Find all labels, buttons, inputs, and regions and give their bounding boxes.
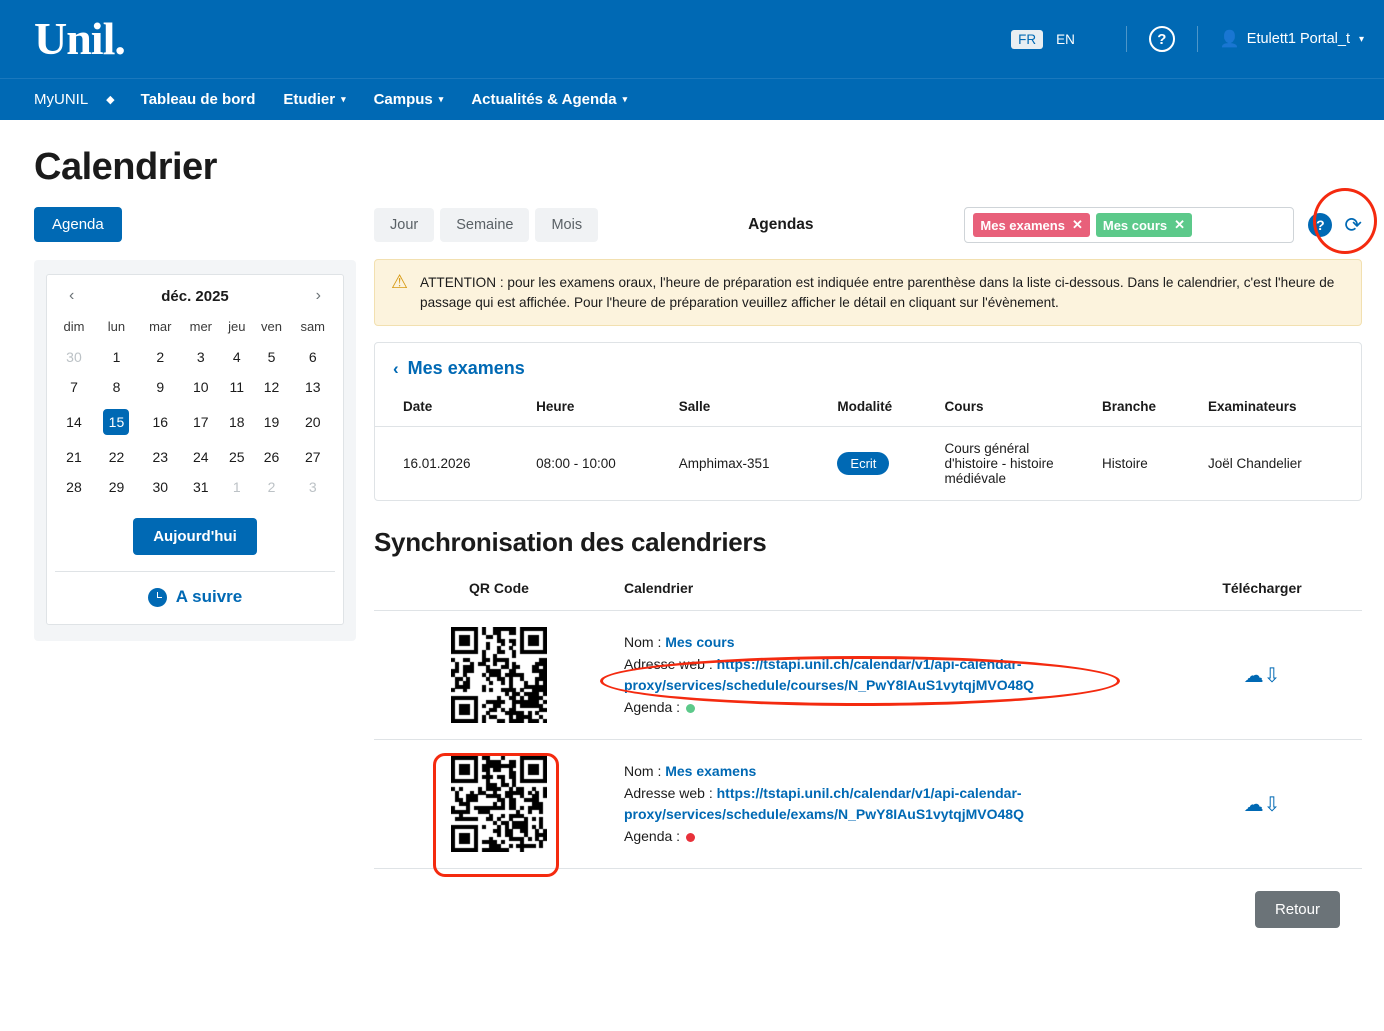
view-jour-button[interactable]: Jour: [374, 208, 434, 242]
cell-calendar-info: [624, 611, 1162, 740]
calendar-week-row: [55, 342, 335, 372]
help-icon[interactable]: ?: [1149, 26, 1175, 52]
tag-label: Mes cours: [1102, 217, 1168, 233]
weekday-label: jeu: [228, 319, 246, 334]
nav-label: Tableau de bord: [140, 91, 256, 108]
mini-calendar-body: [55, 342, 335, 502]
language-switcher[interactable]: [1011, 30, 1082, 49]
column-header-salle: Salle: [669, 391, 828, 427]
view-switcher: [374, 208, 598, 242]
column-header-heure: Heure: [526, 391, 669, 427]
calendar-day-cell[interactable]: 3: [308, 479, 317, 495]
calendar-day-cell[interactable]: 7: [70, 379, 78, 395]
column-header-qr-code: QR Code: [374, 572, 624, 611]
cell-salle: Amphimax-351: [678, 456, 770, 472]
warning-icon: ⚠: [391, 272, 409, 293]
calendar-week-row: [55, 402, 335, 442]
chevron-down-icon: ▾: [622, 94, 628, 104]
calendar-day-cell[interactable]: 30: [152, 479, 169, 495]
calendar-day-cell[interactable]: 23: [152, 449, 169, 465]
column-header-examinateurs: Examinateurs: [1198, 391, 1361, 427]
view-mois-button[interactable]: Mois: [535, 208, 598, 242]
nav-item-actualites-agenda[interactable]: [471, 91, 627, 108]
sidebar: [34, 207, 356, 928]
mini-calendar-card: [34, 260, 356, 641]
cell-qr-code: [374, 740, 624, 869]
calendar-day-cell[interactable]: 9: [156, 379, 165, 395]
mini-calendar: [46, 274, 344, 625]
next-month-button[interactable]: ›: [315, 287, 321, 304]
agenda-tag-mes-cours[interactable]: [1096, 213, 1192, 237]
column-header-cours: Cours: [934, 391, 1092, 427]
calendar-day-cell[interactable]: 10: [193, 379, 209, 395]
current-month-label: déc. 2025: [161, 287, 229, 305]
calendar-day-cell[interactable]: 17: [193, 414, 209, 430]
calendar-day-cell[interactable]: 14: [66, 414, 82, 430]
close-icon[interactable]: ✕: [1071, 217, 1083, 232]
calendar-day-cell[interactable]: 21: [66, 449, 82, 465]
page-title: Calendrier: [34, 146, 217, 188]
calendar-day-cell[interactable]: 6: [308, 349, 317, 365]
main-nav: [0, 78, 1384, 120]
cell-examinateurs: Joël Chandelier: [1207, 456, 1302, 472]
diamond-icon: ◆: [106, 94, 115, 106]
chevron-down-icon: ▾: [341, 94, 346, 104]
refresh-icon[interactable]: ⟳: [1344, 213, 1362, 237]
calendar-day-cell[interactable]: 16: [152, 414, 169, 430]
lang-en[interactable]: EN: [1056, 31, 1075, 47]
cell-calendar-info: [624, 740, 1162, 869]
cell-download: [1162, 740, 1362, 869]
agenda-button[interactable]: Agenda: [34, 207, 122, 242]
calendar-url-line: [624, 654, 1162, 697]
nav-item-campus[interactable]: [374, 91, 444, 108]
calendar-name-link[interactable]: Mes cours: [665, 634, 735, 651]
exams-header-row: [375, 391, 1361, 427]
cloud-download-icon[interactable]: ☁⇩: [1243, 793, 1281, 816]
chevron-left-icon[interactable]: ‹: [393, 358, 399, 378]
cell-download: [1162, 611, 1362, 740]
sync-table: [374, 572, 1362, 869]
calendar-name-link[interactable]: Mes examens: [665, 763, 757, 780]
calendar-day-cell[interactable]: 28: [66, 479, 82, 495]
qr-code-image: [451, 756, 547, 852]
follow-section: [55, 571, 335, 612]
agenda-tag-mes-examens[interactable]: [973, 213, 1089, 237]
column-header-modalite: Modalité: [827, 391, 934, 427]
toolbar-icons: [1308, 213, 1362, 238]
nav-brand[interactable]: MyUNIL: [34, 91, 89, 108]
calendar-day-cell[interactable]: [93, 402, 140, 442]
weekday-label: mar: [149, 319, 172, 334]
calendar-day-cell[interactable]: 5: [267, 349, 276, 365]
nav-label: Campus: [373, 91, 433, 108]
chevron-down-icon: ▾: [438, 94, 444, 104]
help-icon[interactable]: ?: [1308, 213, 1332, 237]
column-header-telecharger: Télécharger: [1162, 572, 1362, 611]
table-row: [374, 740, 1362, 869]
calendar-day-cell[interactable]: 25: [229, 449, 245, 465]
exams-panel: [374, 342, 1362, 501]
calendar-day-cell[interactable]: 4: [232, 349, 241, 365]
calendar-day-cell[interactable]: 30: [66, 349, 82, 365]
weekday-label: dim: [63, 319, 85, 334]
alert-text: ATTENTION : pour les examens oraux, l'heure de préparation est indiquée entre parenthèse dans la liste ci-dessous. Dans le calendrier, c'est l'heure de passage qui est affichée. Pour l'heure de préparation veuillez afficher le détail en cliquant sur l'évènement.: [420, 275, 1335, 310]
exams-table: [375, 391, 1361, 500]
calendar-day-cell[interactable]: 1: [232, 479, 241, 495]
calendar-week-row: [55, 472, 335, 502]
agenda-label: Agenda :: [624, 828, 681, 845]
agendas-label: Agendas: [748, 216, 814, 233]
calendar-day-cell[interactable]: 2: [156, 349, 165, 365]
qr-code-image: [451, 627, 547, 723]
sync-header-row: [374, 572, 1362, 611]
calendar-toolbar: [374, 207, 1362, 243]
status-badge: Ecrit: [837, 452, 889, 475]
tag-label: Mes examens: [980, 217, 1065, 233]
calendar-day-cell[interactable]: 11: [229, 379, 245, 395]
table-row: [374, 611, 1362, 740]
calendar-day-cell[interactable]: 1: [112, 349, 121, 365]
nav-label: Etudier: [283, 91, 336, 108]
today-button[interactable]: Aujourd'hui: [133, 518, 257, 555]
lang-fr[interactable]: FR: [1011, 30, 1043, 49]
clock-icon: [148, 588, 167, 607]
sync-section-title: Synchronisation des calendriers: [374, 527, 767, 558]
cell-branche: Histoire: [1101, 456, 1148, 472]
calendar-agenda-line: [624, 697, 1162, 719]
calendar-day-cell[interactable]: 31: [193, 479, 209, 495]
a-suivre-label: A suivre: [175, 587, 243, 606]
calendar-day-selected: 15: [103, 409, 129, 435]
calendar-week-row: [55, 372, 335, 402]
calendar-day-cell[interactable]: 29: [108, 479, 125, 495]
adresse-label: Adresse web :: [624, 655, 713, 672]
weekday-label: sam: [300, 319, 326, 334]
calendar-day-cell[interactable]: 18: [229, 414, 245, 430]
content-area: [0, 189, 1384, 928]
user-menu[interactable]: [1220, 29, 1364, 49]
mini-calendar-grid: [55, 315, 335, 502]
adresse-label: Adresse web :: [624, 784, 713, 801]
agenda-filter-input[interactable]: [964, 207, 1294, 243]
calendar-day-cell[interactable]: 22: [108, 449, 125, 465]
calendar-day-cell[interactable]: 13: [304, 379, 321, 395]
chevron-down-icon: ▾: [1358, 33, 1364, 45]
prev-month-button[interactable]: ‹: [69, 287, 75, 304]
exam-warning-alert: [374, 259, 1362, 326]
exams-panel-title: Mes examens: [407, 358, 525, 379]
weekday-label: ven: [261, 319, 282, 334]
calendar-url-link[interactable]: https://tstapi.unil.ch/calendar/v1/api-calendar-proxy/services/schedule/courses/N_PwY8IAuS1vytqjMVO48Q: [624, 655, 1035, 694]
calendar-day-cell[interactable]: 27: [304, 449, 321, 465]
calendar-day-cell[interactable]: 24: [193, 449, 209, 465]
nav-label: Actualités & Agenda: [471, 91, 617, 108]
nav-item-etudier[interactable]: [283, 91, 345, 108]
weekday-label: mer: [189, 319, 212, 334]
view-semaine-button[interactable]: Semaine: [440, 208, 529, 242]
user-icon: 👤: [1219, 31, 1240, 48]
nom-label: Nom :: [624, 634, 662, 651]
cell-heure[interactable]: 08:00 - 10:00: [536, 456, 616, 472]
calendar-day-cell[interactable]: 8: [112, 379, 121, 395]
calendar-day-cell[interactable]: 2: [267, 479, 276, 495]
calendar-url-line: [624, 783, 1162, 826]
divider: [1126, 26, 1127, 52]
weekday-header-row: [55, 315, 335, 342]
unil-logo: Unil.: [34, 13, 125, 64]
calendar-day-cell[interactable]: 3: [196, 349, 205, 365]
calendar-day-cell[interactable]: 12: [263, 379, 280, 395]
divider-2: [1197, 26, 1198, 52]
main-panel: [356, 207, 1362, 928]
calendar-week-row: [55, 442, 335, 472]
close-icon[interactable]: ✕: [1174, 217, 1186, 232]
table-row[interactable]: [375, 427, 1361, 501]
nom-label: Nom :: [624, 763, 662, 780]
calendar-day-cell[interactable]: 26: [263, 449, 280, 465]
top-bar-right: [1011, 26, 1364, 52]
a-suivre-link[interactable]: [148, 587, 242, 607]
mini-calendar-header: [55, 285, 335, 315]
cell-modalite: [827, 427, 934, 501]
column-header-date: Date: [375, 391, 526, 427]
calendar-day-cell[interactable]: 20: [304, 414, 321, 430]
calendar-name-line: [624, 761, 1162, 783]
retour-button[interactable]: Retour: [1255, 891, 1340, 928]
column-header-branche: Branche: [1092, 391, 1198, 427]
nav-item-tableau-de-bord[interactable]: [141, 91, 256, 108]
calendar-day-cell[interactable]: 19: [263, 414, 280, 430]
weekday-label: lun: [107, 319, 126, 334]
top-bar: [0, 0, 1384, 78]
cell-qr-code: [374, 611, 624, 740]
footer-actions: [374, 869, 1362, 928]
cloud-download-icon[interactable]: ☁⇩: [1243, 664, 1281, 687]
column-header-calendrier: Calendrier: [624, 572, 1162, 611]
agenda-color-dot: [686, 833, 695, 842]
exams-panel-header[interactable]: [375, 343, 1361, 391]
calendar-name-line: [624, 632, 1162, 654]
calendar-agenda-line: [624, 826, 1162, 848]
agenda-label: Agenda :: [624, 699, 681, 716]
cell-date: 16.01.2026: [403, 456, 471, 472]
cell-cours: Cours général d'histoire - histoire médiévale: [944, 441, 1054, 487]
calendar-url-link[interactable]: https://tstapi.unil.ch/calendar/v1/api-calendar-proxy/services/schedule/exams/N_PwY8IAuS1vytqjMVO48Q: [624, 784, 1024, 823]
agenda-color-dot: [686, 704, 695, 713]
user-name: Etulett1 Portal_t: [1246, 31, 1350, 47]
